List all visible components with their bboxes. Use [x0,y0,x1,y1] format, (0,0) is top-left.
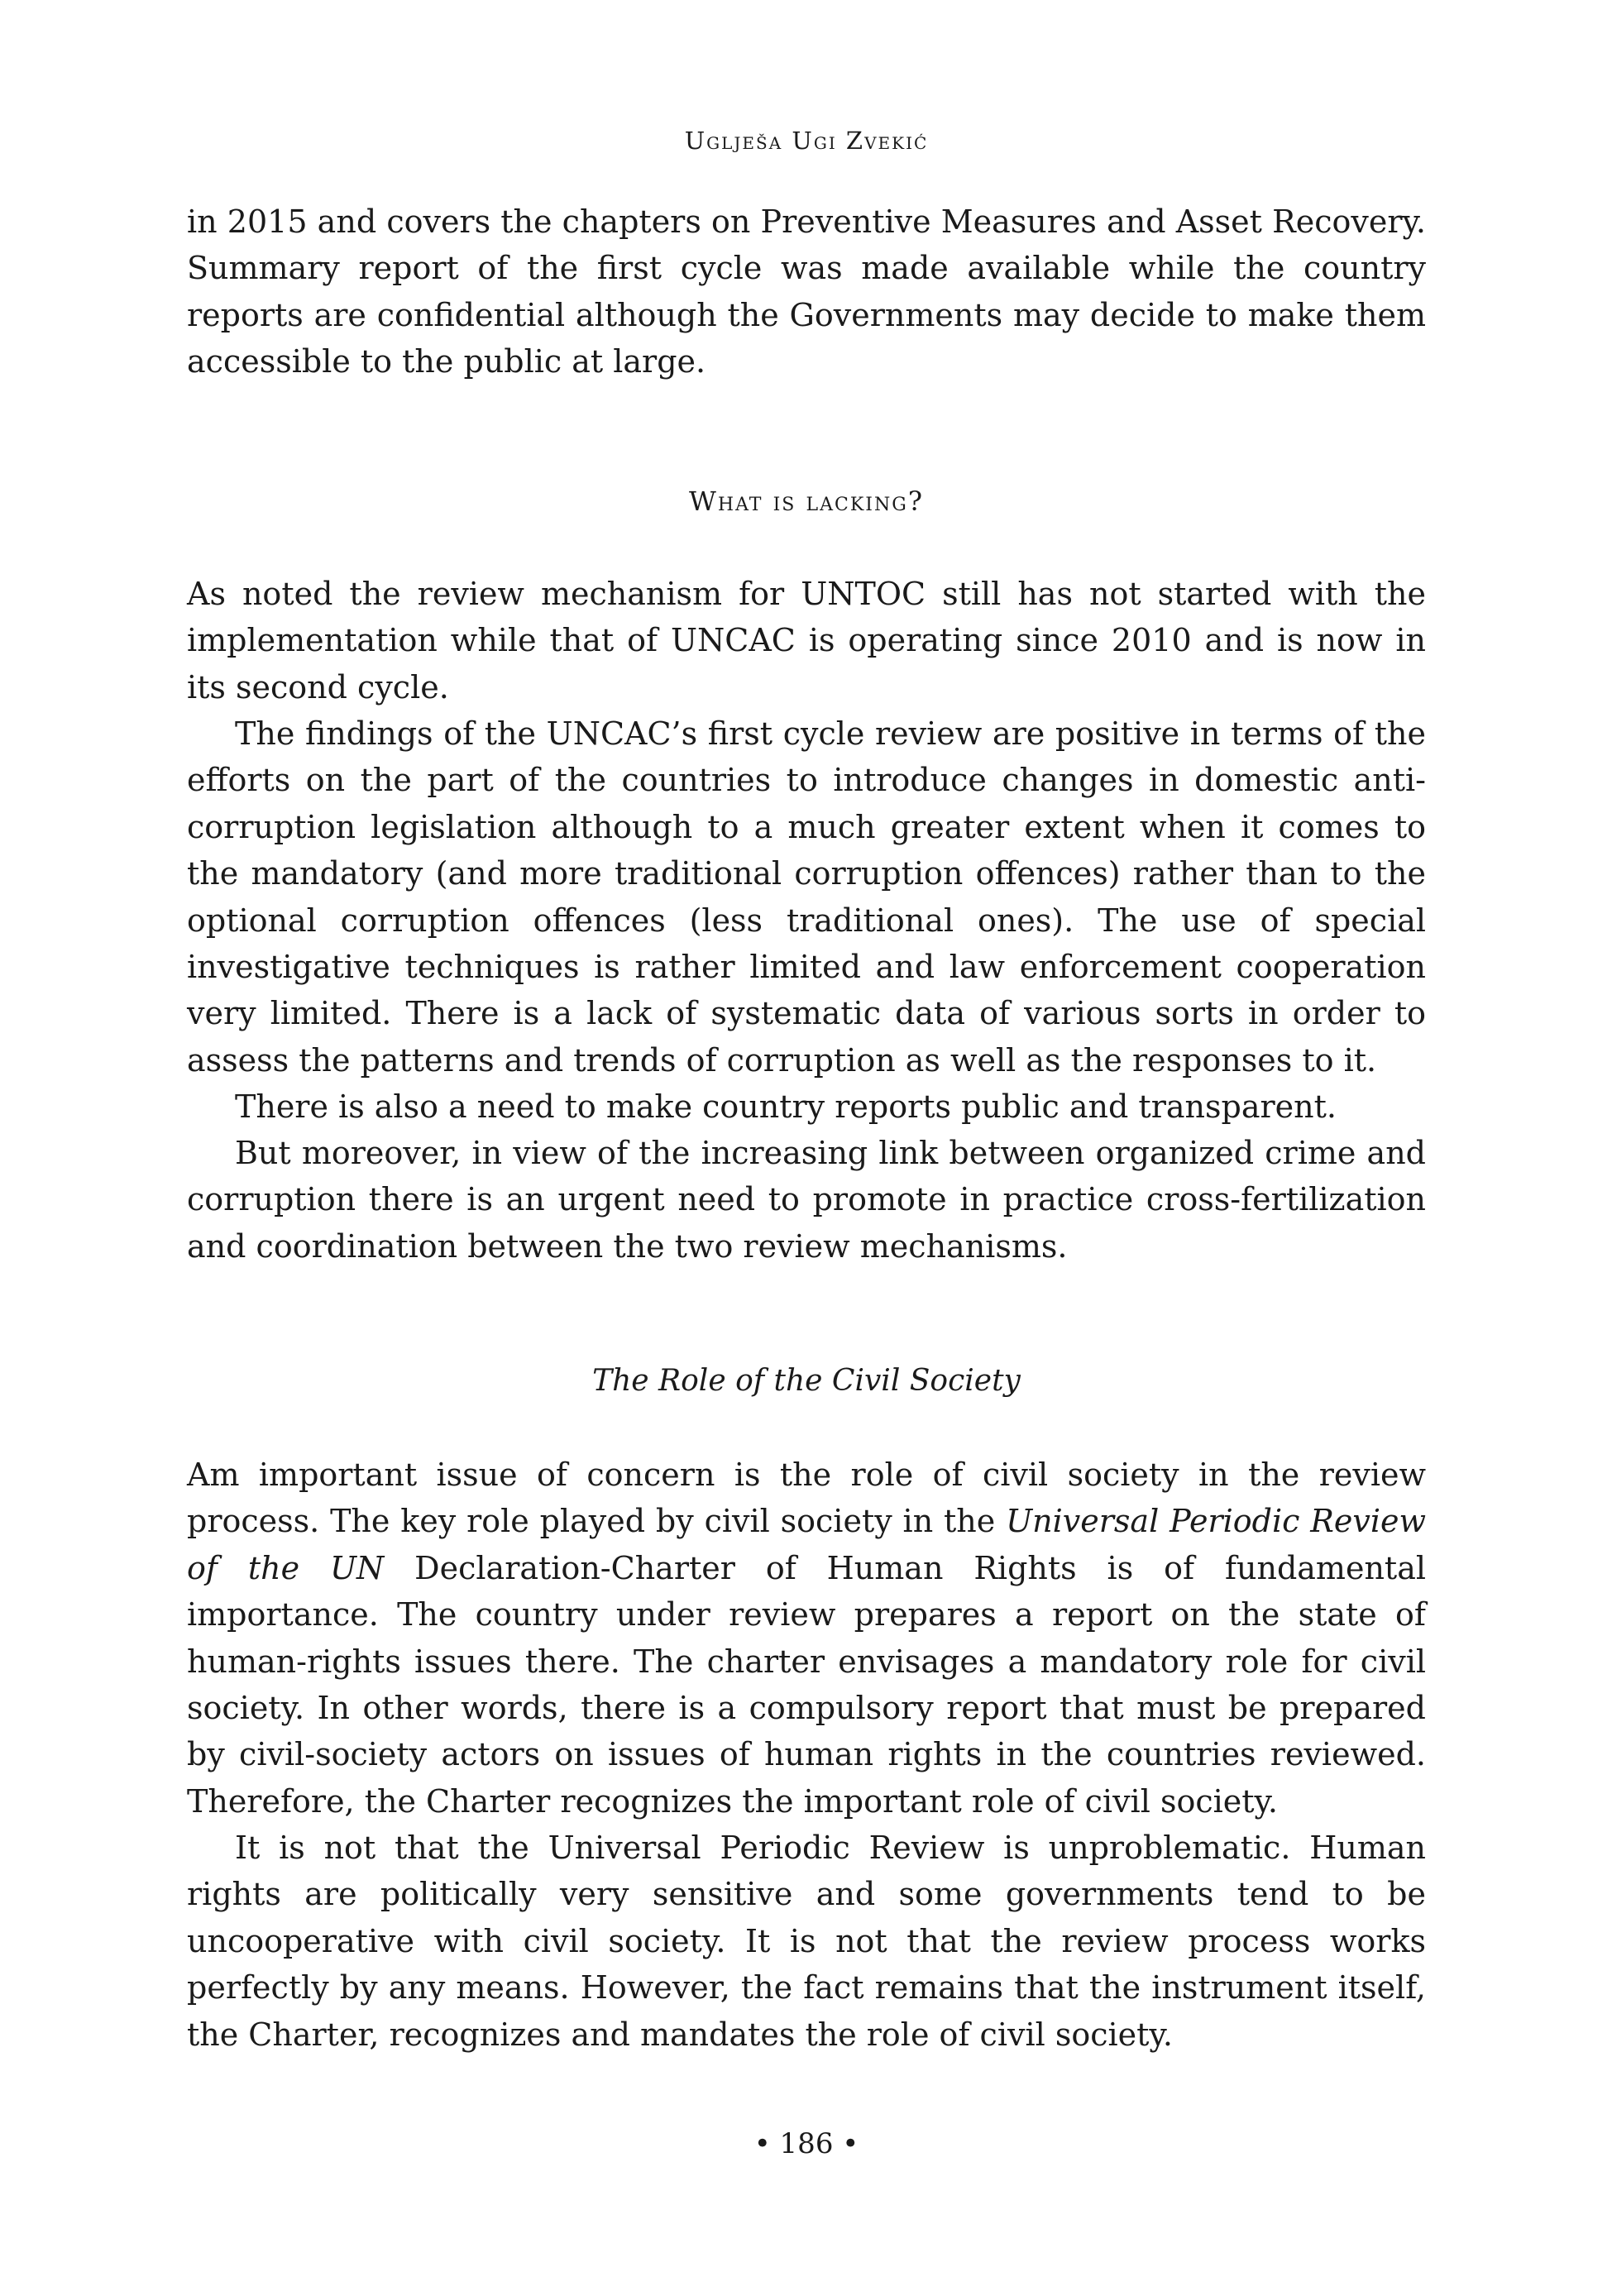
body-paragraph: It is not that the Universal Periodic Review is unproblematic. Human rights are politically very sensitive and some governments tend to be uncooperative with civil society. It is not that the review process works perfectly by any means. However, the fact remains that the instrument itself, the Charter, recognizes and mandates the role of civil society. [187,1830,1426,2053]
body-paragraph: As noted the review mechanism for UNTOC still has not started with the implementation while that of UNCAC is operating since 2010 and is now in its second cycle. [187,576,1426,706]
body-paragraph: The findings of the UNCAC’s first cycle review are positive in terms of the efforts on the part of the countries to introduce changes in domestic anti-corruption legislation although to a much greater extent when it comes to the mandatory (and more traditional corruption offences) rather than to the optional corruption offences (less traditional ones). The use of special investigative techniques is rather limited and law enforcement cooperation very limited. There is a lack of systematic data of various sorts in order to assess the patterns and trends of corruption as well as the responses to it. [187,715,1426,1079]
paragraph-text: Declaration-Charter of Human Rights is of fundamental importance. The country under review prepares a report on the state of human-rights issues there. The charter envisages a mandatory role for civil society. In other words, there is a compulsory report that must be prepared by civil-society actors on issues of human rights in the countries reviewed. Therefore, the Charter recognizes the important role of civil society. [187,1549,1427,1820]
section-heading-what-is-lacking: What is lacking? [689,486,924,517]
body-paragraph [187,1452,1426,1825]
opening-paragraph: in 2015 and covers the chapters on Preventive Measures and Asset Recovery. Summary report of the first cycle was made available while the country reports are confidential although the Governments may decide to make them accessible to the public at large. [187,203,1426,380]
body-paragraph: But moreover, in view of the increasing link between organized crime and corruption there is an urgent need to promote in practice cross-fertilization and coordination between the two review mechanisms. [187,1135,1426,1265]
page-number: • 186 • [753,2127,859,2160]
book-page [187,0,1426,2296]
body-paragraph: There is also a need to make country reports public and transparent. [235,1088,1337,1125]
section-heading-civil-society: The Role of the Civil Society [592,1364,1021,1398]
running-head: Uglješa Ugi Zvekić [684,127,929,155]
italic-title: Universal Periodic Review of the UN [187,1503,1426,1586]
paragraph-text: Am important issue of concern is the role of civil society in the review process. The key role played by civil society in the [187,1457,1426,1540]
